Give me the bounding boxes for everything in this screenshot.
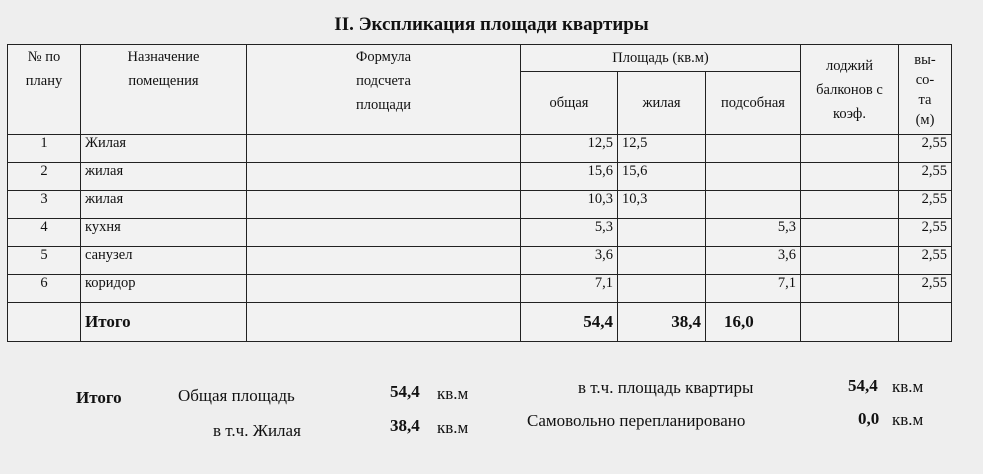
row-total: 15,6 [521,163,618,191]
row-formula [247,135,521,163]
row-auxiliary: 3,6 [706,247,801,275]
header-area: Площадь (кв.м) [521,45,801,72]
summary-total-area-unit: кв.м [437,384,469,403]
totals-label: Итого [81,303,247,342]
summary-living-value: 38,4 [390,416,420,435]
summary-living-unit: кв.м [437,418,469,437]
row-loggia [801,219,899,247]
row-living: 15,6 [618,163,706,191]
row-auxiliary [706,163,801,191]
table-row [8,191,952,219]
row-auxiliary: 7,1 [706,275,801,303]
row-height: 2,55 [899,163,952,191]
totals-row [8,303,952,342]
row-formula [247,275,521,303]
table-row [8,247,952,275]
row-living: 10,3 [618,191,706,219]
row-purpose: Жилая [81,135,247,163]
row-formula [247,163,521,191]
row-living [618,219,706,247]
row-height: 2,55 [899,219,952,247]
summary-total-area-value: 54,4 [390,382,420,401]
row-auxiliary [706,191,801,219]
row-purpose: санузел [81,247,247,275]
row-total: 10,3 [521,191,618,219]
row-total: 3,6 [521,247,618,275]
row-purpose: жилая [81,163,247,191]
row-loggia [801,275,899,303]
summary-living-label: в т.ч. Жилая [213,421,301,440]
row-formula [247,191,521,219]
row-no: 2 [8,163,81,191]
row-loggia [801,135,899,163]
row-height: 2,55 [899,191,952,219]
header-total: общая [521,72,618,135]
row-living [618,275,706,303]
row-total: 12,5 [521,135,618,163]
header-purpose: Назначение помещения [81,45,247,135]
row-living: 12,5 [618,135,706,163]
header-no: № по плану [8,45,81,135]
row-no: 6 [8,275,81,303]
summary-apartment-label: в т.ч. площадь квартиры [578,378,754,397]
summary-replanned-label: Самовольно перепланировано [527,411,746,430]
table-row [8,219,952,247]
summary-total-area-label: Общая площадь [178,386,295,405]
totals-auxiliary: 16,0 [706,303,801,342]
table-row [8,163,952,191]
row-loggia [801,191,899,219]
row-total: 5,3 [521,219,618,247]
table-row [8,135,952,163]
summary-apartment-value: 54,4 [848,376,878,395]
header-living: жилая [618,72,706,135]
explication-table [7,44,952,342]
header-formula: Формула подсчета площади [247,45,521,135]
row-no: 4 [8,219,81,247]
row-purpose: жилая [81,191,247,219]
row-height: 2,55 [899,275,952,303]
row-loggia [801,163,899,191]
row-height: 2,55 [899,135,952,163]
header-auxiliary: подсобная [706,72,801,135]
row-formula [247,219,521,247]
row-no: 1 [8,135,81,163]
row-auxiliary: 5,3 [706,219,801,247]
header-loggia: лоджий балконов с коэф. [801,45,899,135]
summary-replanned-value: 0,0 [858,409,880,428]
document-title: II. Экспликация площади квартиры [334,14,649,35]
row-purpose: кухня [81,219,247,247]
totals-living: 38,4 [618,303,706,342]
row-purpose: коридор [81,275,247,303]
totals-total: 54,4 [521,303,618,342]
row-formula [247,247,521,275]
table-row [8,275,952,303]
row-no: 5 [8,247,81,275]
header-height: вы- со- та (м) [899,45,952,135]
row-height: 2,55 [899,247,952,275]
summary-replanned-unit: кв.м [892,410,924,429]
row-no: 3 [8,191,81,219]
summary-apartment-unit: кв.м [892,377,924,396]
row-auxiliary [706,135,801,163]
row-loggia [801,247,899,275]
row-total: 7,1 [521,275,618,303]
row-living [618,247,706,275]
summary-itogo: Итого [76,388,122,407]
